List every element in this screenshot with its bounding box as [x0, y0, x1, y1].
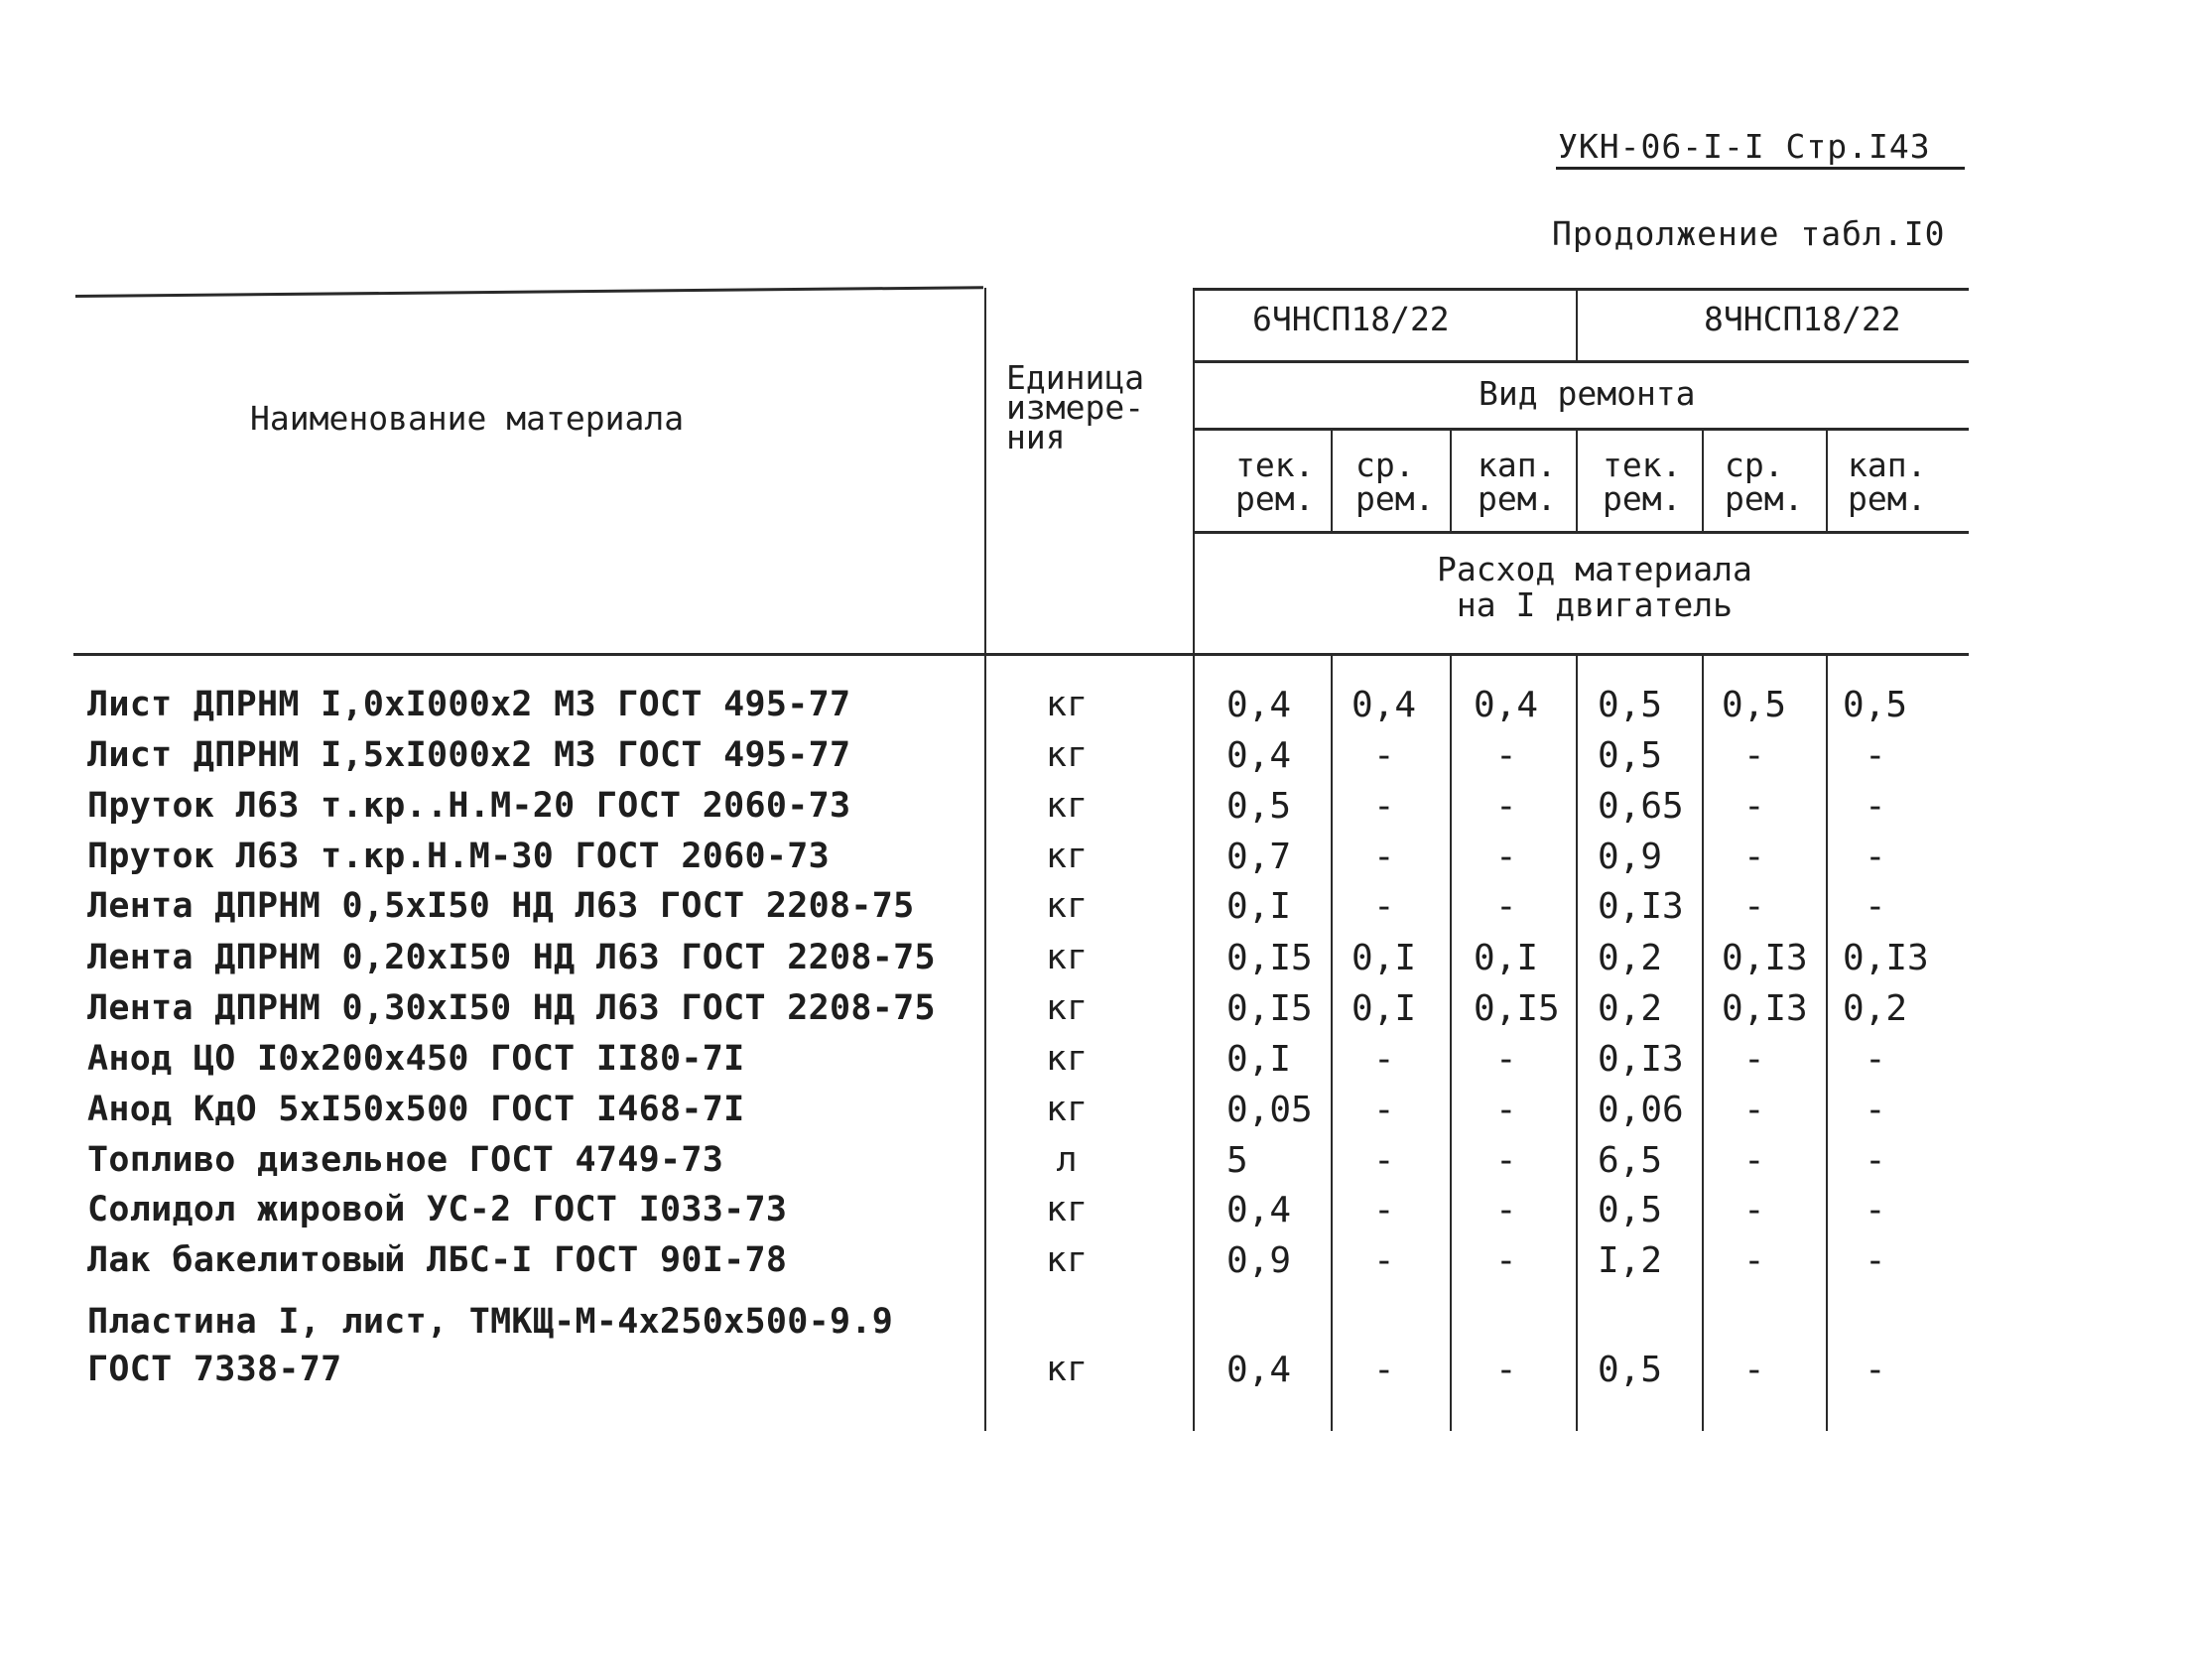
value-cell: -: [1865, 735, 1886, 776]
col-divider-values: [1193, 288, 1195, 1431]
value-cell: -: [1865, 1240, 1886, 1281]
value-cell: 0,I5: [1226, 988, 1313, 1029]
value-cell: -: [1373, 1039, 1395, 1080]
value-cell: -: [1743, 886, 1765, 927]
value-cell: -: [1743, 837, 1765, 877]
repair-col-3-line-1: кап.: [1478, 446, 1557, 484]
value-cell: 0,I3: [1843, 938, 1929, 978]
value-cell: 0,2: [1843, 988, 1908, 1029]
value-cell: 0,I3: [1598, 1039, 1684, 1080]
value-cell: -: [1373, 735, 1395, 776]
value-cell: -: [1373, 837, 1395, 877]
value-cell: 0,5: [1722, 685, 1787, 725]
unit-cell: кг: [1045, 1090, 1089, 1129]
value-cell: -: [1743, 1039, 1765, 1080]
value-cell: -: [1373, 886, 1395, 927]
value-cell: -: [1743, 1350, 1765, 1390]
value-cell: 0,I3: [1722, 988, 1808, 1029]
value-cell: -: [1865, 886, 1886, 927]
document-id: УКН-06-I-I Стр.I43: [1558, 127, 1931, 166]
repair-col-2: [1355, 446, 1435, 518]
unit-cell: кг: [1045, 1350, 1089, 1389]
repair-col-2-line-1: ср.: [1355, 446, 1415, 484]
value-cell: 5: [1226, 1140, 1248, 1181]
value-cell: -: [1495, 1090, 1517, 1130]
document-id-underline: [1556, 167, 1965, 170]
value-cell: 0,2: [1598, 988, 1663, 1029]
value-cell: -: [1865, 786, 1886, 827]
value-cell: 0,9: [1598, 837, 1663, 877]
col-divider-engines: [1576, 288, 1578, 360]
value-cell: -: [1865, 1039, 1886, 1080]
value-cell: -: [1495, 837, 1517, 877]
value-cell: 0,65: [1598, 786, 1684, 827]
col-divider-unit: [984, 288, 986, 1431]
value-cell: -: [1373, 1190, 1395, 1230]
repair-col-1: [1235, 446, 1315, 518]
value-cell: -: [1373, 1350, 1395, 1390]
repair-col-1-line-2: рем.: [1235, 479, 1315, 518]
value-cell: 0,5: [1598, 1350, 1663, 1390]
value-cell: 0,I: [1352, 938, 1417, 978]
value-cell: 0,5: [1843, 685, 1908, 725]
material-name: Лак бакелитовый ЛБС-I ГОСТ 90I-78: [87, 1240, 788, 1280]
value-cell: 6,5: [1598, 1140, 1663, 1181]
value-cell: 0,4: [1352, 685, 1417, 725]
value-cell: -: [1495, 735, 1517, 776]
column-header-unit: [1006, 358, 1145, 456]
col-divider-c1: [1331, 428, 1333, 531]
material-name: Лента ДПРНМ 0,5хI50 НД Л63 ГОСТ 2208-75: [87, 886, 915, 926]
value-cell: -: [1373, 1090, 1395, 1130]
unit-cell: кг: [1045, 1039, 1089, 1079]
value-cell: 0,I: [1226, 1039, 1292, 1080]
body-divider-c4: [1702, 653, 1704, 1431]
repair-col-3-line-2: рем.: [1478, 479, 1557, 518]
col-divider-c4: [1702, 428, 1704, 531]
value-cell: 0,4: [1226, 735, 1292, 776]
body-divider-c1: [1331, 653, 1333, 1431]
table-top-rule-left: [75, 286, 983, 298]
unit-cell: кг: [1045, 886, 1089, 926]
body-divider-c5: [1826, 653, 1828, 1431]
value-cell: -: [1495, 1350, 1517, 1390]
value-cell: -: [1743, 1140, 1765, 1181]
value-cell: 0,5: [1598, 1190, 1663, 1230]
value-cell: -: [1495, 1240, 1517, 1281]
value-cell: -: [1865, 1350, 1886, 1390]
unit-cell: л: [1056, 1140, 1078, 1180]
value-cell: -: [1495, 786, 1517, 827]
repair-col-4-line-2: рем.: [1603, 479, 1682, 518]
value-cell: 0,4: [1226, 1350, 1292, 1390]
col-divider-c3: [1576, 428, 1578, 531]
consumption-header-line-2: на I двигатель: [1456, 585, 1734, 624]
value-cell: -: [1373, 1240, 1395, 1281]
material-name: Пруток Л63 т.кр..Н.М-20 ГОСТ 2060-73: [87, 786, 851, 826]
value-cell: -: [1495, 886, 1517, 927]
col-divider-c5: [1826, 428, 1828, 531]
value-cell: 0,5: [1598, 735, 1663, 776]
consumption-header-line-1: Расход материала: [1437, 550, 1752, 588]
unit-cell: кг: [1045, 786, 1089, 826]
value-cell: 0,I: [1474, 938, 1539, 978]
body-divider-c3: [1576, 653, 1578, 1431]
column-header-material-name: Наименование материала: [250, 399, 685, 438]
unit-cell: кг: [1045, 837, 1089, 876]
material-name-continued: ГОСТ 7338-77: [87, 1350, 342, 1389]
value-cell: -: [1373, 1140, 1395, 1181]
value-cell: -: [1743, 786, 1765, 827]
engine-header-1: 6ЧНСП18/22: [1252, 300, 1450, 338]
material-name: Лента ДПРНМ 0,30хI50 НД Л63 ГОСТ 2208-75: [87, 988, 936, 1028]
value-cell: -: [1865, 1090, 1886, 1130]
repair-col-4-line-1: тек.: [1603, 446, 1682, 484]
value-cell: -: [1865, 1140, 1886, 1181]
header-bottom-rule: [73, 653, 1969, 656]
header-rule-cols: [1193, 428, 1969, 431]
repair-col-5-line-2: рем.: [1725, 479, 1804, 518]
unit-cell: кг: [1045, 735, 1089, 775]
value-cell: -: [1495, 1140, 1517, 1181]
value-cell: -: [1743, 1240, 1765, 1281]
material-name: Солидол жировой УС-2 ГОСТ I033-73: [87, 1190, 788, 1229]
repair-col-1-line-1: тек.: [1235, 446, 1315, 484]
value-cell: -: [1373, 786, 1395, 827]
value-cell: -: [1495, 1039, 1517, 1080]
value-cell: 0,7: [1226, 837, 1292, 877]
value-cell: 0,5: [1598, 685, 1663, 725]
value-cell: -: [1743, 735, 1765, 776]
material-name: Пруток Л63 т.кр.Н.М-30 ГОСТ 2060-73: [87, 837, 831, 876]
value-cell: -: [1743, 1190, 1765, 1230]
unit-cell: кг: [1045, 1190, 1089, 1229]
header-rule-repair: [1193, 360, 1969, 363]
col-divider-c2: [1450, 428, 1452, 531]
unit-header-line-1: Единица: [1006, 358, 1145, 397]
material-name: Топливо дизельное ГОСТ 4749-73: [87, 1140, 724, 1180]
unit-cell: кг: [1045, 988, 1089, 1028]
value-cell: 0,2: [1598, 938, 1663, 978]
unit-cell: кг: [1045, 938, 1089, 977]
body-divider-c2: [1450, 653, 1452, 1431]
value-cell: 0,05: [1226, 1090, 1313, 1130]
material-name: Пластина I, лист, ТМКЩ-М-4х250х500-9.9: [87, 1302, 894, 1342]
repair-col-6-line-2: рем.: [1848, 479, 1927, 518]
value-cell: I,2: [1598, 1240, 1663, 1281]
consumption-header: [1437, 552, 1752, 623]
engine-header-2: 8ЧНСП18/22: [1704, 300, 1901, 338]
repair-col-2-line-2: рем.: [1355, 479, 1435, 518]
header-rule-consumption: [1193, 531, 1969, 534]
unit-header-line-2: измере-: [1006, 388, 1145, 427]
repair-col-6: [1848, 446, 1927, 518]
value-cell: -: [1865, 1190, 1886, 1230]
material-name: Лента ДПРНМ 0,20хI50 НД Л63 ГОСТ 2208-75: [87, 938, 936, 977]
repair-col-3: [1478, 446, 1557, 518]
material-name: Лист ДПРНМ I,5хI000х2 МЗ ГОСТ 495-77: [87, 735, 851, 775]
material-name: Анод КдО 5хI50х500 ГОСТ I468-7I: [87, 1090, 745, 1129]
value-cell: 0,I5: [1474, 988, 1560, 1029]
unit-header-line-3: ния: [1006, 418, 1066, 456]
material-name: Лист ДПРНМ I,0хI000х2 МЗ ГОСТ 495-77: [87, 685, 851, 724]
table-top-rule-right: [1193, 288, 1969, 291]
value-cell: 0,I3: [1722, 938, 1808, 978]
repair-col-5: [1725, 446, 1804, 518]
value-cell: 0,4: [1474, 685, 1539, 725]
repair-col-6-line-1: кап.: [1848, 446, 1927, 484]
repair-col-5-line-1: ср.: [1725, 446, 1784, 484]
value-cell: 0,5: [1226, 786, 1292, 827]
value-cell: -: [1865, 837, 1886, 877]
repair-type-header: Вид ремонта: [1479, 374, 1696, 413]
value-cell: 0,06: [1598, 1090, 1684, 1130]
unit-cell: кг: [1045, 685, 1089, 724]
repair-col-4: [1603, 446, 1682, 518]
value-cell: 0,I3: [1598, 886, 1684, 927]
value-cell: 0,4: [1226, 685, 1292, 725]
material-name: Анод ЦО I0х200х450 ГОСТ II80-7I: [87, 1039, 745, 1079]
table-continuation-label: Продолжение табл.I0: [1552, 214, 1946, 253]
value-cell: 0,I: [1226, 886, 1292, 927]
value-cell: -: [1743, 1090, 1765, 1130]
value-cell: 0,I5: [1226, 938, 1313, 978]
value-cell: 0,9: [1226, 1240, 1292, 1281]
value-cell: -: [1495, 1190, 1517, 1230]
unit-cell: кг: [1045, 1240, 1089, 1280]
value-cell: 0,I: [1352, 988, 1417, 1029]
value-cell: 0,4: [1226, 1190, 1292, 1230]
